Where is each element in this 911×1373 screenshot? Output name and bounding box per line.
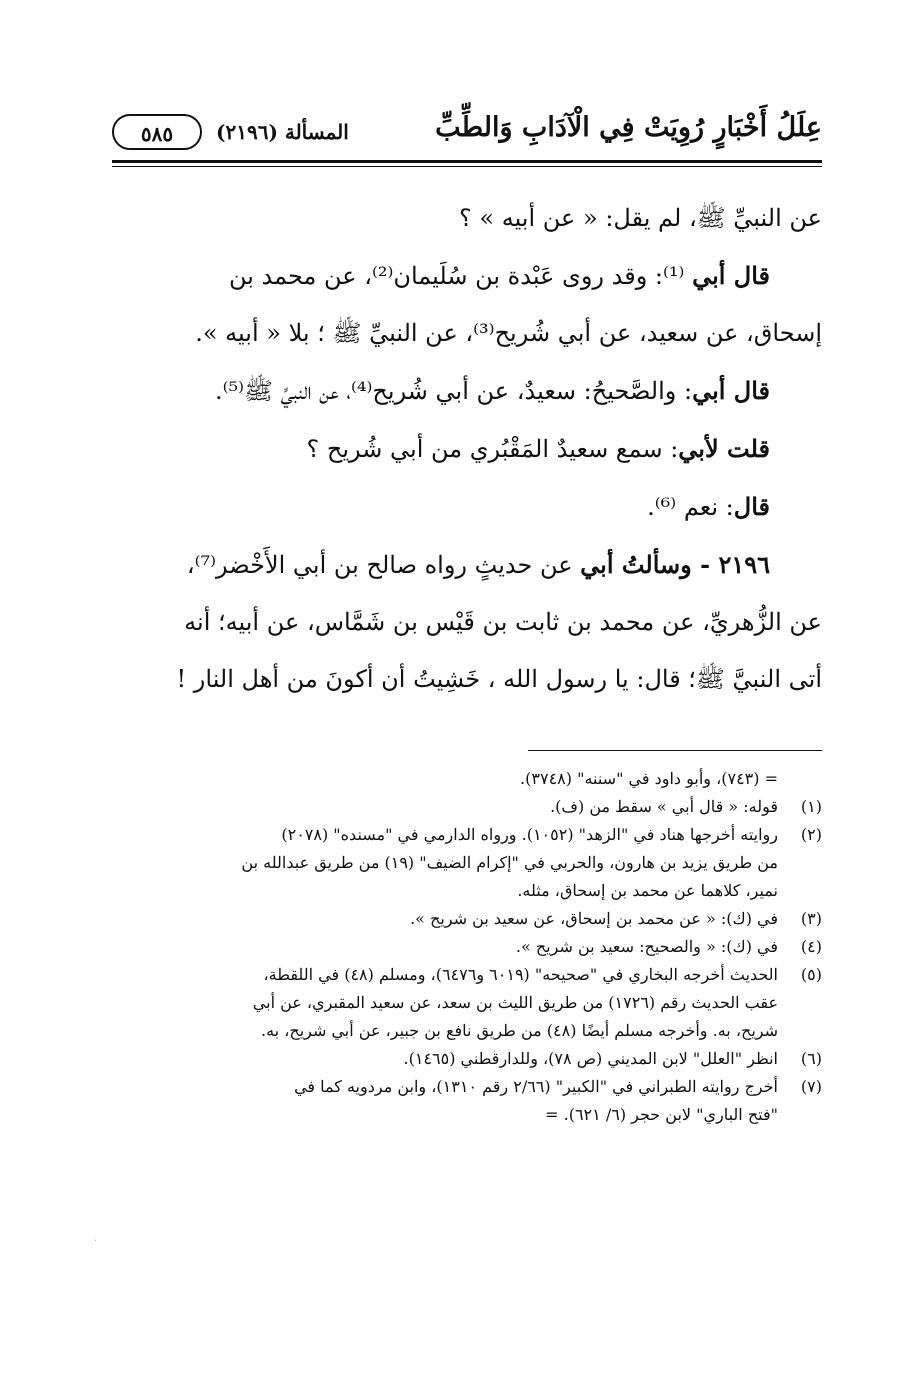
book-title: عِلَلُ أَخْبَارٍ رُوِيَتْ فِي الْآدَابِ وَالطِّبِّ <box>435 112 822 143</box>
footnote <box>112 793 822 821</box>
text-line <box>112 536 822 594</box>
text-line <box>112 247 822 305</box>
line-lead: قلت لأبي <box>678 434 770 463</box>
footnote-text: أخرج روايته الطبراني في "الكبير" (٢/٦٦ رقم ١٣١٠)، وابن مردويه كما في "فتح الباري" لابن حجر (٦/ ٦٢١). = <box>294 1077 778 1124</box>
footnotes <box>112 765 822 1129</box>
footnote-text: روايته أخرجها هناد في "الزهد" (١٠٥٢). ورواه الدارمي في "مسنده" (٢٠٧٨) من طريق يزيد بن هارون، والحربي في "إكرام الضيف" (١٩) من طريق عبدالله بن نمير، كلاهما عن محمد بن إسحاق، مثله. <box>241 825 778 900</box>
text-line <box>112 362 822 420</box>
footnote-number: (٣) <box>800 909 822 928</box>
line-lead: ٢١٩٦ - وسألتُ أبي <box>580 550 770 579</box>
line-text: عن النبيِّ ﷺ، لم يقل: « عن أبيه » ؟ <box>459 204 822 232</box>
footnote-number: (٦) <box>800 1049 822 1068</box>
text-line <box>112 305 822 362</box>
footnote-text: الحديث أخرجه البخاري في "صحيحه" (٦٠١٩ و٦٤٧٦)، ومسلم (٤٨) في اللقطة، عقب الحديث رقم (١٧٢٦) من طريق الليث بن سعد، عن سعيد المقبري، عن أبي شريح، به. وأخرجه مسلم أيضًا (٤٨) من طريق نافع بن جبير، عن أبي شريح، به. <box>252 965 778 1040</box>
footnote-number: (٤) <box>800 937 822 956</box>
footnote-number: (٧) <box>800 1077 822 1096</box>
line-lead: قال <box>733 492 770 521</box>
footnote <box>112 961 822 1045</box>
footnote <box>112 1073 822 1129</box>
footnote-number: (٥) <box>800 965 822 984</box>
line-text: : والصَّحيحُ: سعيدٌ، عن أبي شُريح⁽⁴⁾، عن النبيِّ ﷺ⁽⁵⁾. <box>214 377 693 405</box>
header-rule-thick <box>112 160 822 163</box>
line-text: عن حديثٍ رواه صالح بن أبي الأَخْضر⁽⁷⁾، <box>186 551 581 579</box>
line-text: أتى النبيَّ ﷺ؛ قال: يا رسول الله ، خَشِيتُ أن أكونَ من أهل النار ! <box>176 665 822 693</box>
text-line <box>112 190 822 247</box>
line-text: : نعم ⁽⁶⁾. <box>647 493 734 521</box>
footnote-text: في (ك): « والصحيح: سعيد بن شريح ». <box>515 937 778 956</box>
page-number: ٥٨٥ <box>112 114 202 150</box>
line-text: إسحاق، عن سعيد، عن أبي شُريح⁽³⁾، عن النبيِّ ﷺ ؛ بلا « أبيه ». <box>195 319 822 347</box>
scan-mark: . <box>94 1233 98 1244</box>
footnote-number: (١) <box>800 797 822 816</box>
text-line <box>112 478 822 536</box>
footnote <box>112 821 822 905</box>
footnote <box>112 905 822 933</box>
issue-label: المسألة (٢١٩٦) <box>216 120 349 144</box>
line-lead: قال أبي <box>692 261 770 290</box>
line-text: ⁽¹⁾: وقد روى عَبْدة بن سُلَيمان⁽²⁾، عن محمد بن <box>228 262 693 290</box>
running-header <box>112 108 822 158</box>
text-line <box>112 420 822 478</box>
footnote <box>112 1045 822 1073</box>
footnote-text: انظر "العلل" لابن المديني (ص ٧٨)، وللدارقطني (١٤٦٥). <box>403 1049 778 1068</box>
footnote-text: في (ك): « عن محمد بن إسحاق، عن سعيد بن شريح ». <box>410 909 778 928</box>
line-lead: قال أبي <box>692 376 770 405</box>
line-text: عن الزُّهريِّ، عن محمد بن ثابت بن قَيْس بن شَمَّاس، عن أبيه؛ أنه <box>184 608 822 636</box>
line-text: : سمع سعيدٌ المَقْبُري من أبي شُريح ؟ <box>306 435 679 463</box>
footnote <box>112 933 822 961</box>
footnote <box>112 765 822 793</box>
text-line <box>112 594 822 651</box>
footnote-number: (٢) <box>800 825 822 844</box>
footnote-separator <box>528 750 822 751</box>
main-text <box>112 190 822 708</box>
footnote-text: = (٧٤٣)، وأبو داود في "سننه" (٣٧٤٨). <box>520 769 778 788</box>
footnote-text: قوله: « قال أبي » سقط من (ف). <box>550 797 778 816</box>
text-line <box>112 651 822 708</box>
header-rule-thin <box>112 166 822 167</box>
